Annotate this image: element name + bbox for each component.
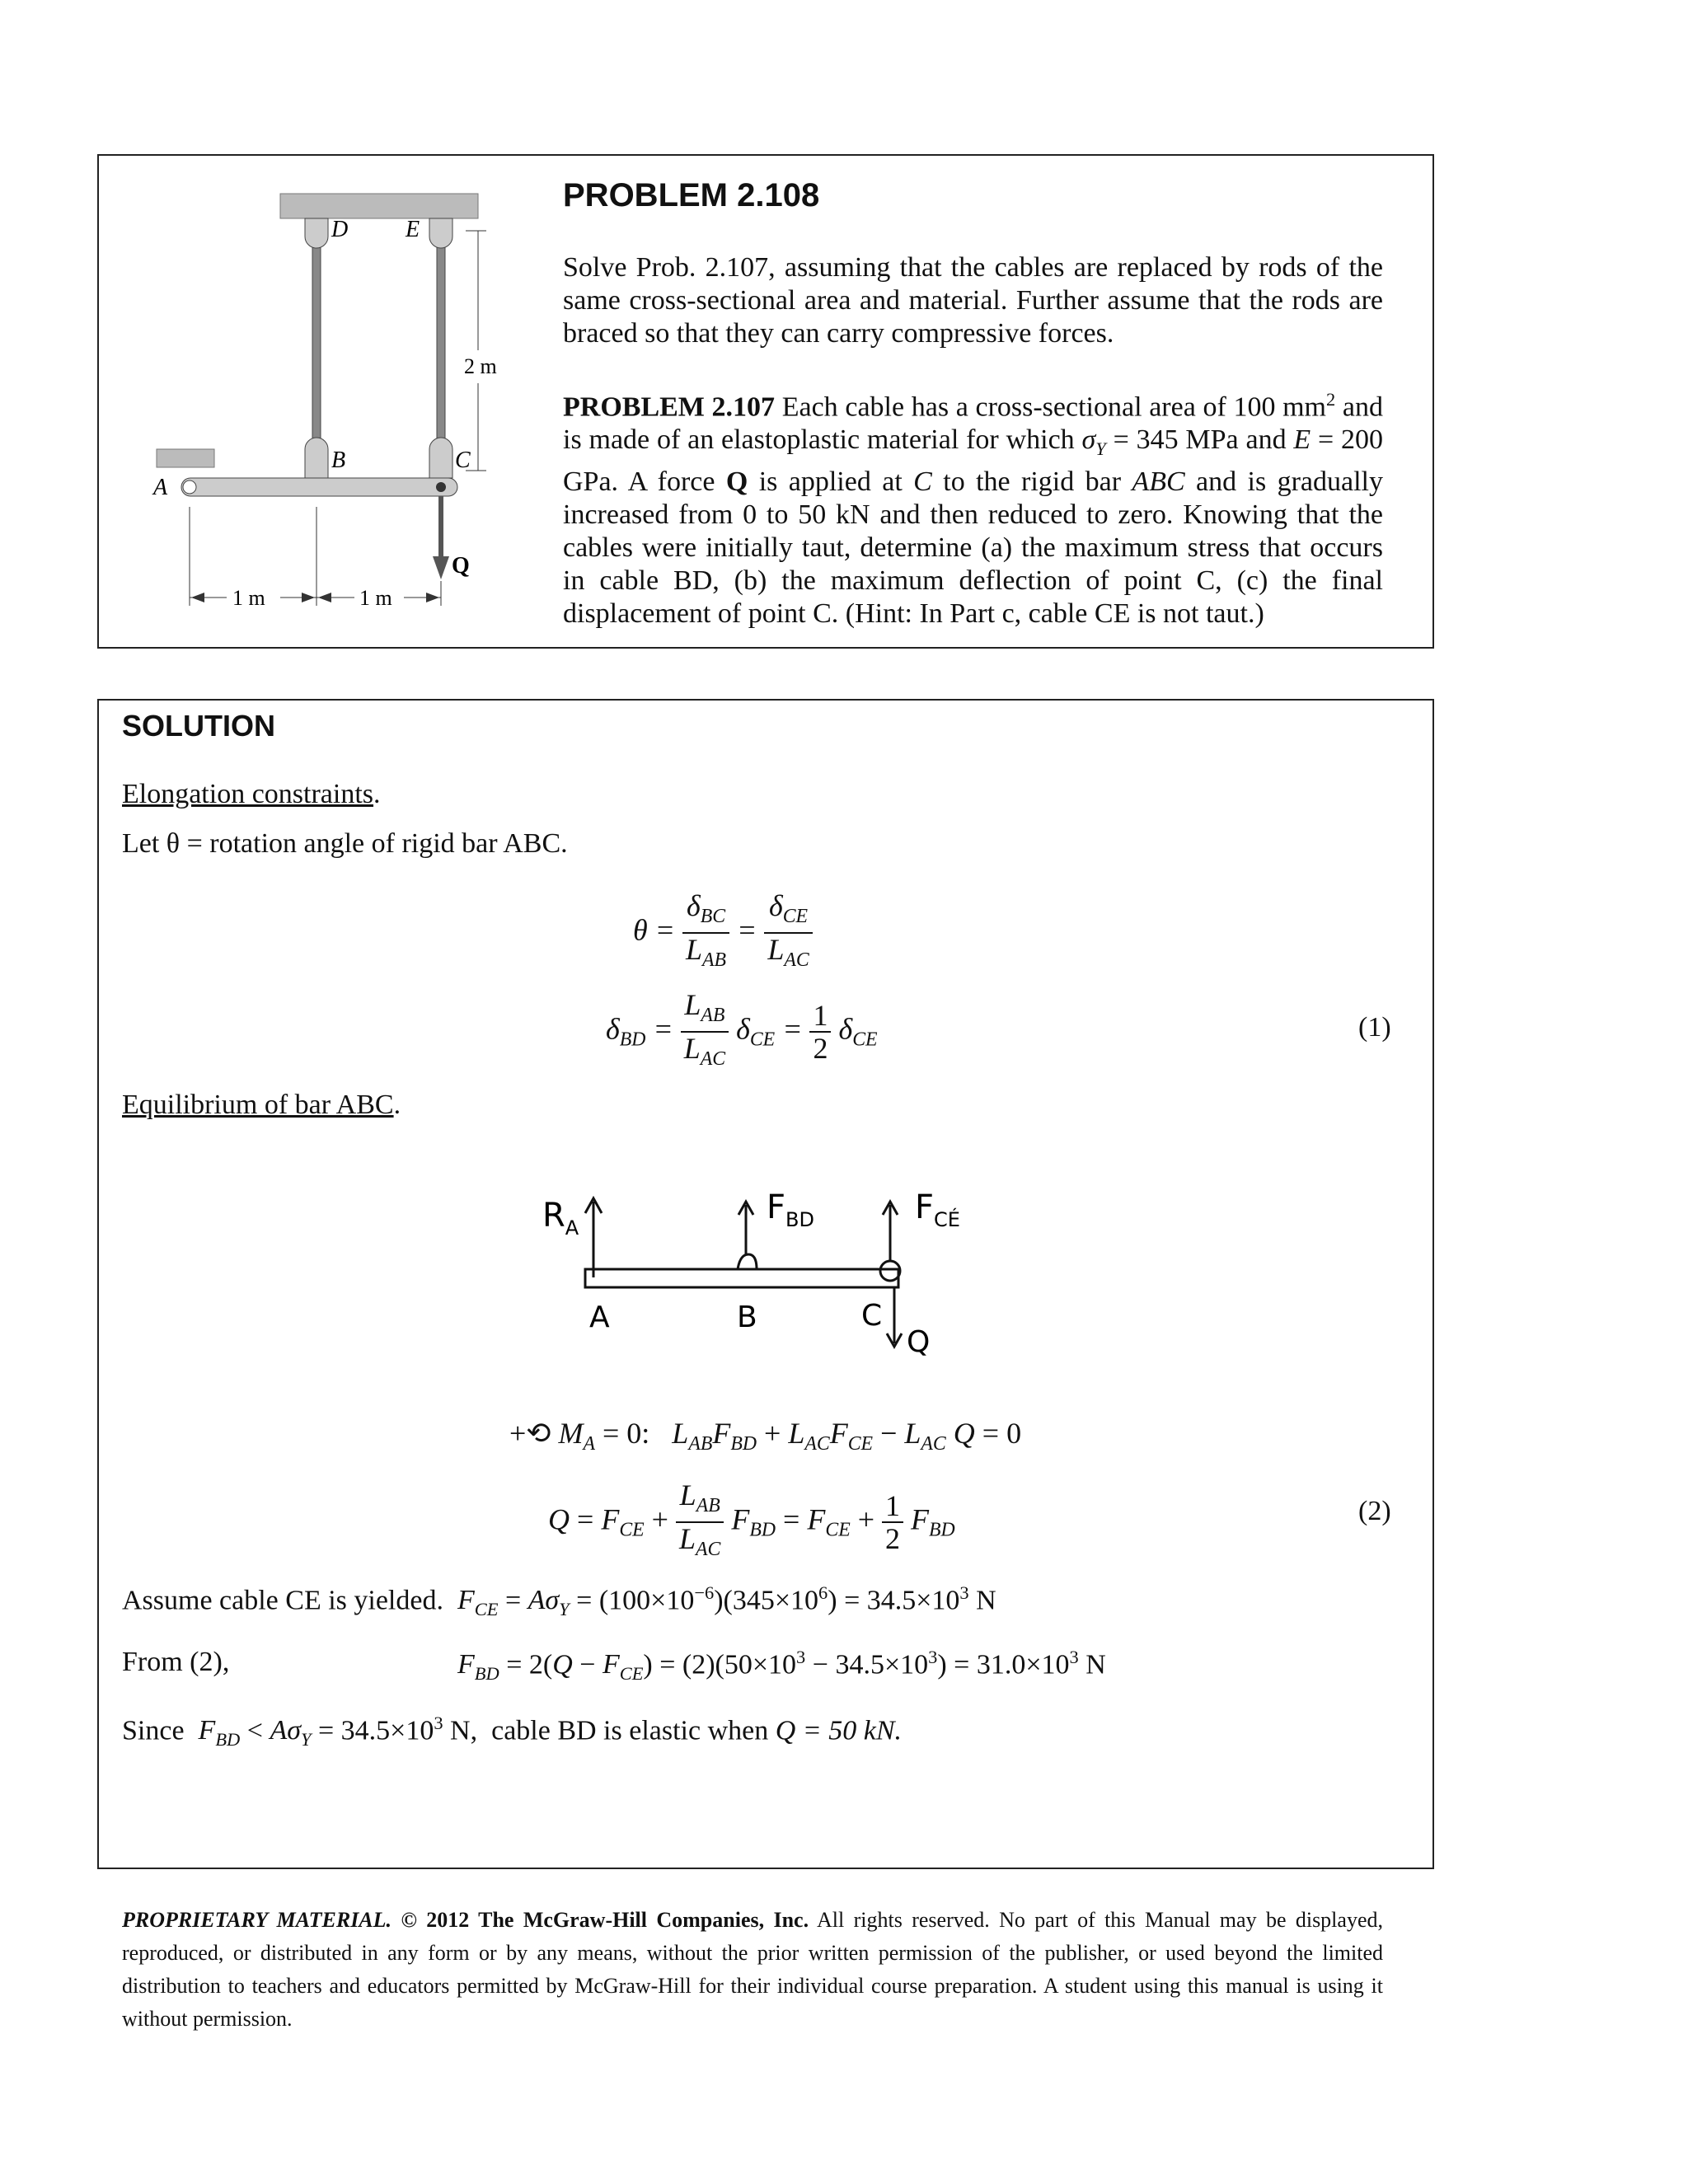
- assume-text: Assume cable CE is yielded.: [122, 1585, 443, 1616]
- delta-bd-equation: $\delta_{BD}$ = $\frac{L_{AB}}{L_{AC}}$ $\delta_{CE}$ = $\frac{1}{2}$ $\delta_{CE}$: [606, 989, 878, 1075]
- since-tail: cable BD is elastic when: [491, 1715, 769, 1746]
- pin-a: [183, 480, 196, 494]
- theta-equation: θ = $\frac{\delta_{BC}}{L_{AB}}$ = $\frac{\delta_{CE}}{L_{AC}}$: [633, 890, 813, 976]
- free-body-diagram: [528, 1179, 1006, 1368]
- cable-ce: [437, 223, 445, 459]
- frac-lab-lac-2: $\frac{L_{AB}}{L_{AC}}$: [676, 1479, 724, 1565]
- ref-text-5: and is: [1196, 466, 1267, 498]
- elongation-heading-text: Elongation constraints: [122, 779, 374, 809]
- pin-c: [436, 482, 446, 492]
- reference-problem: [563, 383, 1383, 630]
- moment-rest: = 0:: [602, 1417, 650, 1450]
- label-q: Q: [452, 553, 470, 579]
- ref-q: Q: [725, 466, 748, 498]
- from2-line-label: From (2),: [122, 1647, 230, 1677]
- since-q: Q = 50 kN.: [775, 1715, 902, 1746]
- reference-problem-label: PROBLEM 2.107: [563, 391, 776, 423]
- ref-sup: 2: [1326, 389, 1336, 410]
- label-1m-right: 1 m: [359, 586, 392, 610]
- fbd-label-a: A: [589, 1301, 610, 1334]
- ref-abc: ABC: [1132, 466, 1185, 498]
- ref-sigma-sub: Y: [1095, 438, 1106, 460]
- footer-copyright: © 2012 The McGraw-Hill Companies, Inc.: [401, 1908, 809, 1932]
- equation-number-1: (1): [1358, 1012, 1391, 1043]
- problem-statement: [563, 251, 1383, 350]
- load-q-arrow: [433, 556, 449, 579]
- clevis-e: [429, 218, 452, 248]
- assume-line: Assume cable CE is yielded. $F_{CE} = A\sigma_Y = (100\times 10^{-6})(345\times 10^6) = 34.5\times 10^3$ N: [122, 1582, 996, 1620]
- ceiling-support: [280, 194, 478, 218]
- frac-lab-lac: $\frac{L_{AB}}{L_{AC}}$: [681, 989, 729, 1075]
- moment-m-sub: A: [583, 1433, 595, 1455]
- ref-text-3: is applied at: [758, 466, 903, 498]
- ref-text-2: and is made of an elastoplastic material for which: [563, 391, 1383, 456]
- label-2m: 2 m: [464, 354, 497, 378]
- ref-c: C: [913, 466, 932, 498]
- fbd-label-fce: $F_{CÉ}$: [915, 1188, 960, 1231]
- frac-one-half-2: $\frac{1}{2}$: [882, 1490, 903, 1554]
- elongation-heading: Elongation constraints.: [122, 779, 381, 809]
- footer-lead: PROPRIETARY MATERIAL.: [122, 1908, 392, 1932]
- equilibrium-heading-text: Equilibrium of bar ABC: [122, 1090, 394, 1120]
- moment-m: M: [558, 1417, 584, 1450]
- ref-e-val: = 200 GPa. A force: [563, 424, 1384, 498]
- since-text: Since: [122, 1715, 185, 1746]
- label-c: C: [455, 448, 471, 473]
- wall-support: [157, 449, 214, 467]
- fbd-label-c: C: [861, 1299, 883, 1333]
- label-a: A: [153, 475, 168, 500]
- clevis-b: [305, 438, 328, 478]
- label-e: E: [406, 217, 420, 242]
- cable-bd: [312, 223, 321, 459]
- equation-number-2: (2): [1358, 1496, 1391, 1526]
- solution-header: SOLUTION: [122, 709, 275, 743]
- from2-equation: $F_{BD} = 2(Q - F_{CE}) = (2)(50\times 10^3 - 34.5\times 10^3) = 31.0\times 10^3$ N: [457, 1647, 1106, 1685]
- rigid-bar-abc: [181, 478, 457, 496]
- fbd-label-fbd: $F_{BD}$: [767, 1188, 814, 1231]
- footer-text: All rights reserved. No part of this Manual may be displayed, reproduced, or distributed in any form or by any means, without the prior written permission of the publisher, or used beyond the limited distribution to teachers and educators permitted by McGraw-Hill for their individual course preparation. A student using this manual is using it without permission.: [122, 1908, 1383, 2031]
- q-equation: $Q = F_{CE}$ + $\frac{L_{AB}}{L_{AC}}$ $F_{BD} = F_{CE}$ + $\frac{1}{2}$ $F_{BD}$: [548, 1479, 955, 1565]
- ref-e: E: [1293, 424, 1311, 456]
- clevis-d: [305, 218, 328, 248]
- fbd-bar: [585, 1269, 898, 1287]
- problem-figure: [148, 185, 511, 630]
- ref-sigma: σ: [1081, 424, 1096, 456]
- ref-text-1: Each cable has a cross-sectional area of 100 mm: [781, 391, 1327, 423]
- frac-dbc-lab: $\frac{\delta_{BC}}{L_{AB}}$: [682, 890, 729, 976]
- fbd-label-ra: $R_A$: [542, 1197, 579, 1240]
- ref-sigma-val: = 345 MPa and: [1113, 424, 1287, 456]
- label-b: B: [331, 448, 346, 473]
- let-line: Let θ = rotation angle of rigid bar ABC.: [122, 828, 568, 859]
- problem-statement-text: Solve Prob. 2.107, assuming that the cables are replaced by rods of the same cross-sectional area and material. Further assume that the rods are braced so that they can carry compressive forces.: [563, 252, 1383, 349]
- fbd-label-q: Q: [907, 1325, 931, 1359]
- label-d: D: [331, 217, 349, 242]
- problem-title: PROBLEM 2.108: [563, 177, 820, 213]
- ref-text-4: to the rigid bar: [943, 466, 1122, 498]
- moment-sign: +⟲: [509, 1417, 551, 1450]
- fbd-label-b: B: [737, 1301, 757, 1334]
- label-1m-left: 1 m: [232, 586, 265, 610]
- moment-equation: +⟲ $M_A = 0$: $L_{AB}F_{BD} + L_{AC}F_{CE} - L_{AC}$ Q = 0: [509, 1417, 1022, 1455]
- equilibrium-heading: Equilibrium of bar ABC.: [122, 1090, 401, 1120]
- frac-dce-lac: $\frac{\delta_{CE}}{L_{AC}}$: [764, 890, 812, 976]
- footer: [122, 1904, 1383, 2036]
- frac-one-half: $\frac{1}{2}$: [809, 1000, 831, 1064]
- since-line: Since $F_{BD} < A\sigma_Y = 34.5\times 10^3$ N, cable BD is elastic when Q = 50 kN.: [122, 1713, 902, 1750]
- clevis-c: [429, 438, 452, 478]
- ref-text-6: gradually increased from 0 to 50 kN and then reduced to zero. Knowing that the cables were initially taut, determine (a) the maximum stress that occurs in cable BD, (b) the maximum deflection of point C, (c) the final displacement of point C. (Hint: In Part c, cable CE is not taut.): [563, 466, 1383, 630]
